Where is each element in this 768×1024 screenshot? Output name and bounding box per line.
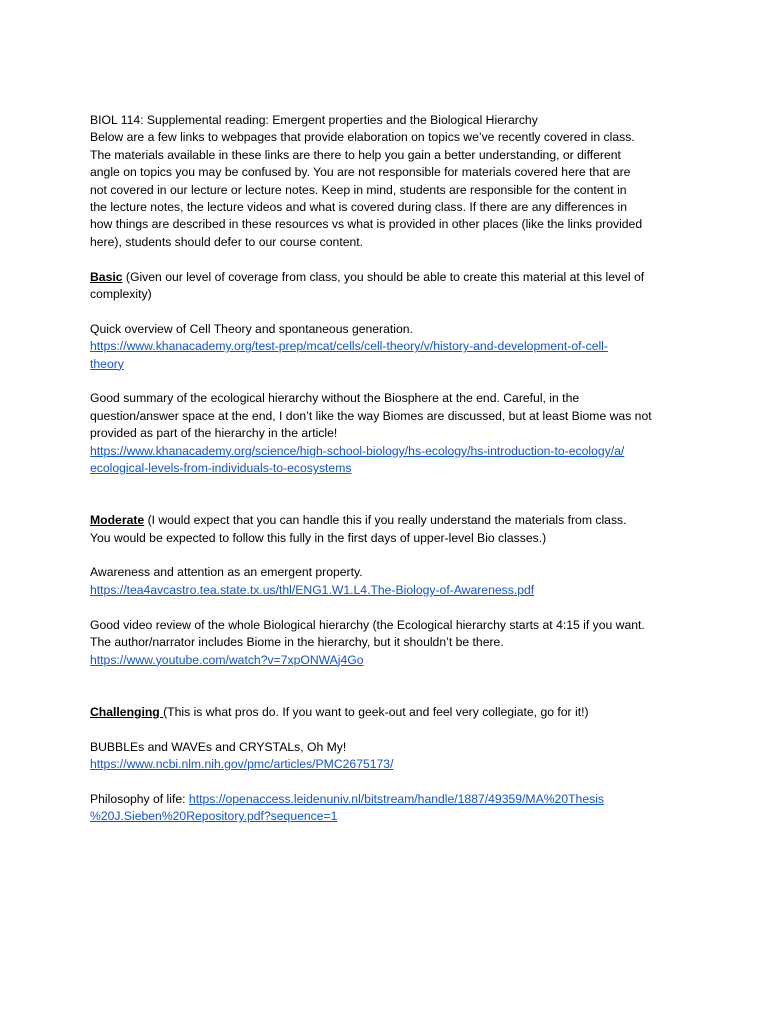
ecological-levels-link-cont[interactable]: ecological-levels-from-individuals-to-ecosystems	[90, 461, 352, 476]
intro-line-1: Below are a few links to webpages that provide elaboration on topics we’ve recently covered in class.	[90, 130, 635, 145]
challenging-description: (This is what pros do. If you want to geek-out and feel very collegiate, go for it!)	[163, 704, 589, 719]
intro-line-4: not covered in our lecture or lecture notes. Keep in mind, students are responsible for the content in	[90, 182, 627, 197]
intro-line-3: angle on topics you may be confused by. You are not responsible for materials covered here that are	[90, 165, 631, 180]
intro-line-7: here), students should defer to our course content.	[90, 234, 364, 249]
intro-line-6: how things are described in these resources vs what is provided in other places (like the links provided	[90, 217, 643, 232]
document-body	[90, 112, 690, 826]
moderate-item-1-text: Awareness and attention as an emergent property.	[90, 565, 363, 580]
moderate-item-2-text-1: Good video review of the whole Biological hierarchy (the Ecological hierarchy starts at 4:15 if you want.	[90, 617, 645, 632]
basic-description-cont: complexity)	[90, 287, 152, 302]
basic-item-2-text-1: Good summary of the ecological hierarchy without the Biosphere at the end. Careful, in the	[90, 391, 580, 406]
cell-theory-link-cont[interactable]: theory	[90, 356, 124, 371]
basic-level-label: Basic	[90, 269, 123, 284]
challenging-level-label: Challenging	[90, 704, 164, 719]
moderate-level-label: Moderate	[90, 513, 145, 528]
ecological-levels-link[interactable]: https://www.khanacademy.org/science/high-school-biology/hs-ecology/hs-introduction-to-ecology/a/	[90, 443, 625, 458]
ncbi-article-link[interactable]: https://www.ncbi.nlm.nih.gov/pmc/articles/PMC2675173/	[90, 756, 394, 771]
leiden-thesis-link-cont[interactable]: %20J.Sieben%20Repository.pdf?sequence=1	[90, 809, 338, 824]
challenging-item-1-text: BUBBLEs and WAVEs and CRYSTALs, Oh My!	[90, 739, 347, 754]
challenging-item-2-line	[90, 791, 690, 808]
youtube-video-link[interactable]: https://www.youtube.com/watch?v=7xpONWAj4Go	[90, 652, 364, 667]
intro-line-2: The materials available in these links are there to help you gain a better understanding, or different	[90, 147, 621, 162]
basic-description: (Given our level of coverage from class, you should be able to create this material at this level of	[122, 269, 645, 284]
awareness-pdf-link[interactable]: https://tea4avcastro.tea.state.tx.us/thl/ENG1.W1.L4.The-Biology-of-Awareness.pdf	[90, 582, 535, 597]
basic-item-2-text-3: provided as part of the hierarchy in the article!	[90, 426, 338, 441]
document-title: BIOL 114: Supplemental reading: Emergent properties and the Biological Hierarchy	[90, 113, 538, 127]
cell-theory-link[interactable]: https://www.khanacademy.org/test-prep/mcat/cells/cell-theory/v/history-and-development-of-cell-	[90, 339, 608, 354]
moderate-item-2-text-2: The author/narrator includes Biome in the hierarchy, but it shouldn’t be there.	[90, 635, 504, 650]
leiden-thesis-link[interactable]: https://openaccess.leidenuniv.nl/bitstream/handle/1887/49359/MA%20Thesis	[188, 791, 605, 806]
philosophy-prefix: Philosophy of life:	[90, 791, 189, 806]
basic-heading-line	[90, 269, 690, 286]
moderate-description-cont: You would be expected to follow this fully in the first days of upper-level Bio classes.)	[90, 530, 547, 545]
intro-line-5: the lecture notes, the lecture videos and what is covered during class. If there are any differences in	[90, 200, 628, 215]
challenging-heading-line	[90, 704, 690, 721]
moderate-heading-line	[90, 512, 690, 529]
basic-item-2-text-2: question/answer space at the end, I don’t like the way Biomes are discussed, but at least Biome was not	[90, 408, 652, 423]
moderate-description: (I would expect that you can handle this if you really understand the materials from class.	[144, 513, 627, 528]
basic-item-1-text: Quick overview of Cell Theory and spontaneous generation.	[90, 321, 413, 336]
